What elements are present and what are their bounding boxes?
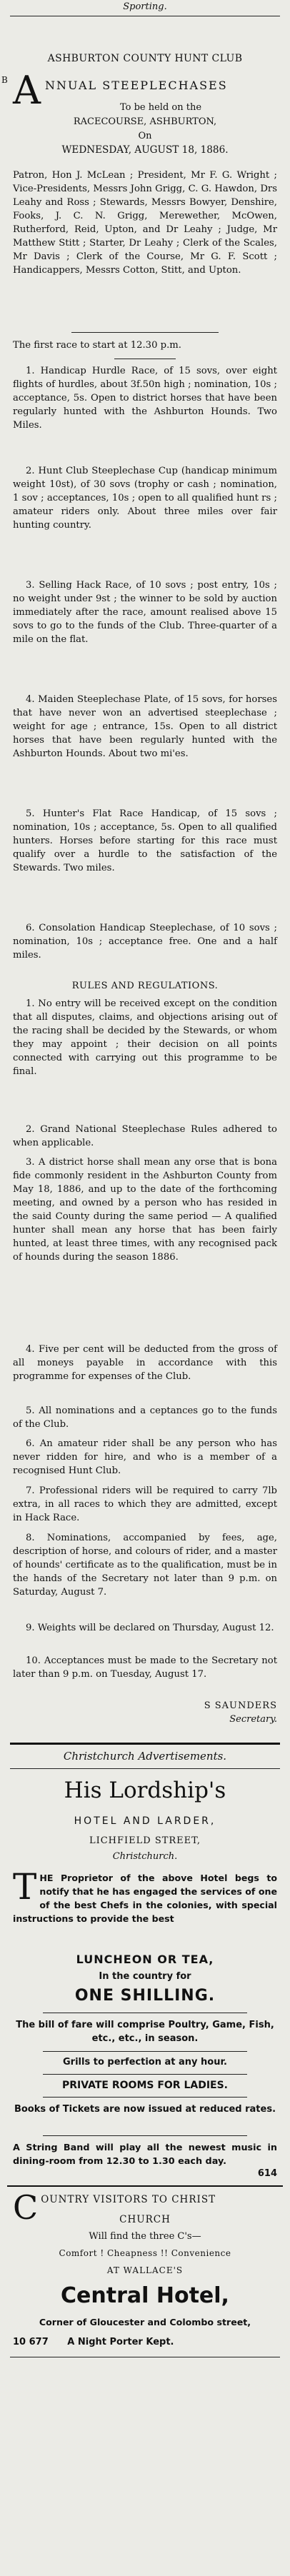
string-band: A String Band will play all the newest music in dining-room from 12.30 to 1.30 each day. (13, 2143, 277, 2167)
rule-2: 2. Grand National Steeplechase Rules adhered to when applicable. (13, 1124, 277, 1148)
section-header: Sporting. (123, 1, 167, 12)
signature-title: Secretary. (229, 1714, 277, 1725)
signature-name: S SAUNDERS (204, 1700, 277, 1711)
central-line1: OUNTRY VISITORS TO CHRIST (41, 2194, 216, 2205)
central-address: Corner of Gloucester and Colombo street, (39, 2317, 251, 2327)
race-4: 4. Maiden Steeplechase Plate, of 15 sovs, for horses that have never won an advertised steeplechase ; weight for age ; entrance, 15s. Open to all district horses that have been regularly hunted with the Ashburton Hounds. About two mi'es. (13, 694, 277, 759)
rule-9: 9. Weights will be declared on Thursday, August 12. (26, 1623, 274, 1633)
central-dropcap: C (13, 2188, 39, 2227)
central-name: Central Hotel, (61, 2283, 229, 2308)
race-1: 1. Handicap Hurdle Race, of 15 sovs, over eight flights of hurdles, about 3f.50n high ; nomination, 10s ; acceptance, 5s. Open to district horses that have been regularly hunted with the Ashburton Hounds. Two Miles. (13, 366, 277, 431)
rule-3: 3. A district horse shall mean any orse that is bona fide commonly resident in the Ashburton County from May 18, 1886, and up to the date of the forthcoming meeting, and owned by a person who has resided in the said County during the same period — A qualified hunter shall mean any horse that has been fairly hunted, at least three times, with any recognised pack of hounds during the season 1886. (13, 1157, 277, 1263)
on-text: On (138, 131, 152, 141)
lordship-city: Christchurch. (112, 1851, 178, 1862)
rule-1: 1. No entry will be received except on the condition that all disputes, claims, and objections arising out of the racing shall be decided by the Stewards, or whom they may appoint ; their decision on all points connected with carrying out this programme to be final. (13, 998, 277, 1077)
lordship-subtitle: HOTEL AND LARDER, (74, 1815, 216, 1827)
section-divider (10, 1743, 280, 1745)
lordship-dropcap: T (13, 1866, 37, 1908)
lordship-ref: 614 (257, 2168, 277, 2179)
short-rule (43, 2097, 247, 2098)
title-dropcap: A (13, 68, 41, 113)
short-rule (43, 2074, 247, 2075)
central-line3: Will find the three C's— (89, 2231, 201, 2242)
race-date: WEDNESDAY, AUGUST 18, 1886. (61, 144, 229, 156)
tickets: Books of Tickets are now issued at reduced rates. (14, 2104, 276, 2115)
private-rooms: PRIVATE ROOMS FOR LADIES. (61, 2080, 228, 2091)
grills: Grills to perfection at any hour. (63, 2057, 227, 2068)
central-footer (13, 2337, 277, 2347)
venue: RACECOURSE, ASHBURTON, (73, 116, 217, 127)
race-3: 3. Selling Hack Race, of 10 sovs ; post entry, 10s ; no weight under 9st ; the winner to be sold by auction immediately after the race, amount realised above 15 sovs to go to the funds of the Club. Three-quarter of a mile on the flat. (13, 580, 277, 645)
race-2: 2. Hunt Club Steeplechase Cup (handicap minimum weight 10st), of 30 sovs (trophy or cash ; nomination, 1 sov ; acceptances, 10s ; open to all qualified hunt rs ; amateur riders only. About three miles over fair hunting country. (13, 466, 277, 531)
ads-header-rule (10, 1768, 280, 1769)
ad-separator (7, 2185, 283, 2187)
to-be-held: To be held on the (119, 102, 202, 113)
race-6: 6. Consolation Handicap Steeplechase, of 10 sovs ; nomination, 10s ; acceptance free. One and a half miles. (13, 923, 277, 961)
luncheon: LUNCHEON OR TEA, (76, 1953, 214, 1966)
lordship-street: LICHFIELD STREET, (89, 1835, 201, 1846)
in-country: In the country for (99, 1971, 191, 1982)
title-rest: NNUAL STEEPLECHASES (45, 79, 228, 92)
rule-4: 4. Five per cent will be deducted from the gross of all moneys payable in accordance with this programme for expenses of the Club. (13, 1344, 277, 1382)
bill-of-fare: The bill of fare will comprise Poultry, Game, Fish, etc., etc., in season. (16, 2020, 274, 2044)
club-name: ASHBURTON COUNTY HUNT CLUB (47, 53, 243, 64)
central-ref: 10 677 (13, 2337, 49, 2347)
ads-header: Christchurch Advertisements. (63, 1750, 227, 1763)
rule-7: 7. Professional riders will be required to carry 7lb extra, in all races to which they are admitted, except in Hack Race. (13, 1485, 277, 1523)
rule-6: 6. An amateur rider shall be any person who has never ridden for hire, and who is a member of a recognised Hunt Club. (13, 1438, 277, 1476)
margin-mark: B (1, 75, 8, 85)
lordship-title: His Lordship's (64, 1778, 226, 1803)
central-line2: CHURCH (119, 2214, 171, 2225)
rule-10: 10. Acceptances must be made to the Secretary not later than 9 p.m. on Tuesday, August 17. (13, 1655, 277, 1680)
short-rule (71, 332, 219, 333)
rule-5: 5. All nominations and a ceptances go to the funds of the Club. (13, 1405, 277, 1430)
lordship-intro-text: HE Proprietor of the above Hotel begs to notify that he has engaged the services of one of the best Chefs in the colonies, with special instructions to provide the best (13, 1873, 277, 1924)
lordship-intro (13, 1866, 277, 1950)
one-shilling: ONE SHILLING. (74, 1987, 216, 2005)
race-5: 5. Hunter's Flat Race Handicap, of 15 sovs ; nomination, 10s ; acceptance, 5s. Open to all qualified hunters. Horses before starting for this race must qualify over a hurdle to the satisfaction of the Stewards. Two miles. (13, 808, 277, 873)
central-porter: A Night Porter Kept. (67, 2337, 174, 2347)
central-line4: Comfort ! Cheapness !! Convenience (59, 2248, 231, 2258)
first-race: The first race to start at 12.30 p.m. (13, 340, 181, 351)
rules-heading: RULES AND REGULATIONS. (71, 981, 219, 991)
officials: Patron, Hon J. McLean ; President, Mr F. G. Wright ; Vice-Presidents, Messrs John Grigg, C. G. Hawdon, Drs Leahy and Ross ; Stewards, Messrs Bowyer, Denshire, Fooks, J. C. N. Grigg, Merewether, McOwen, Rutherford, Reid, Upton, and Dr Leahy ; Judge, Mr Matthew Stitt ; Starter, Dr Leahy ; Clerk of the Scales, Mr Davis ; Clerk of the Course, Mr G. F. Scott ; Handicappers, Messrs Cotton, Stitt, and Upton. (13, 170, 277, 276)
short-rule (43, 2135, 247, 2136)
central-line5: AT WALLACE'S (106, 2265, 184, 2275)
rule-8: 8. Nominations, accompanied by fees, age, description of horse, and colours of rider, and a master of hounds' certificate as to the qualification, must be in the hands of the Secretary not later than 9 p.m. on Saturday, August 7. (13, 1533, 277, 1598)
short-rule (43, 2051, 247, 2052)
